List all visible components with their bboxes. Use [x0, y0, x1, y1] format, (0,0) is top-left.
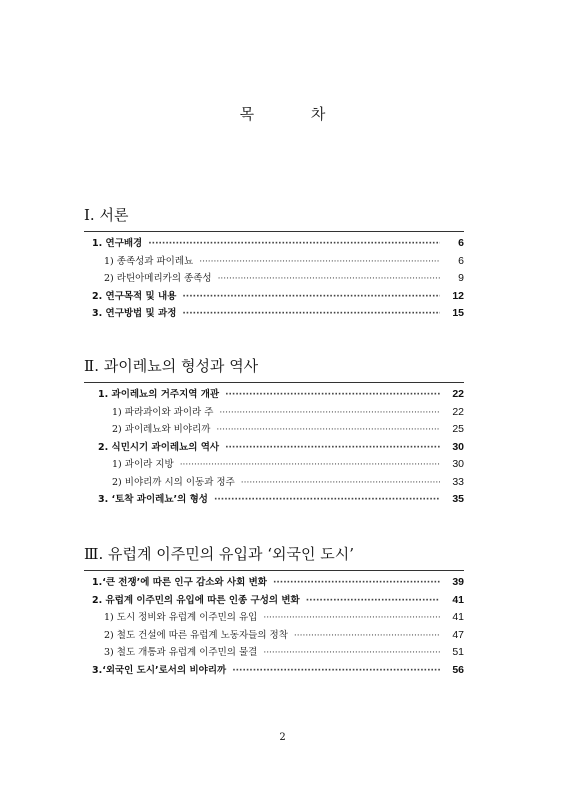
toc-entry-label: 3.‘외국인 도시’로서의 비야리까 [92, 664, 227, 676]
dot-leader [199, 257, 440, 267]
toc-entry-page: 22 [452, 388, 464, 400]
toc-entry-page: 12 [452, 289, 464, 302]
toc-entry-label: 1) 파라과이와 과이라 주 [112, 406, 214, 418]
toc-entry-label: 2. 연구목적 및 내용 [92, 290, 177, 302]
toc-entry-page: 35 [452, 493, 464, 505]
toc-entry-label: 1) 종족성과 파이레뇨 [104, 255, 194, 267]
toc-entry[interactable] [84, 627, 464, 645]
dot-leader [182, 292, 440, 302]
toc-entry-page: 22 [452, 405, 464, 418]
toc-entry[interactable] [84, 574, 464, 592]
toc-entry[interactable] [84, 609, 464, 627]
toc-entry-page: 30 [452, 458, 464, 470]
chapter-heading: Ⅲ. 유럽계 이주민의 유입과 ‘외국인 도시’ [84, 543, 464, 571]
dot-leader [180, 460, 440, 470]
toc-entry-page: 41 [452, 593, 464, 606]
chapter-1 [84, 204, 464, 323]
dot-leader [306, 596, 440, 606]
toc-entry-page: 41 [452, 611, 464, 623]
dot-leader [263, 648, 440, 658]
toc-entry-label: 3. ‘토착 과이레뇨’의 형성 [98, 494, 208, 505]
dot-leader [241, 478, 440, 488]
toc-entry-page: 6 [458, 254, 464, 267]
toc-entry[interactable] [84, 253, 464, 271]
toc-entry[interactable] [84, 386, 464, 404]
toc-entry-page: 9 [458, 272, 464, 284]
toc-entry-label: 2. 유럽계 이주민의 유입에 따른 인종 구성의 변화 [92, 594, 300, 606]
toc-entry-page: 56 [452, 663, 464, 676]
toc-entry[interactable] [84, 592, 464, 610]
toc-entry-label: 1) 도시 정비와 유럽계 이주민의 유입 [104, 612, 258, 623]
toc-entry-label: 3) 철도 개통과 유럽계 이주민의 물결 [104, 647, 258, 658]
toc-entry-page: 15 [452, 307, 464, 319]
toc-entry-label: 2) 비야리까 시의 이동과 정주 [112, 476, 235, 488]
chapter-heading: Ⅰ. 서론 [84, 204, 464, 232]
toc-entry[interactable] [84, 305, 464, 323]
toc-entry-label: 2) 라틴아메리카의 종족성 [104, 273, 212, 284]
toc-entry-page: 30 [452, 440, 464, 453]
toc-entry-label: 3. 연구방법 및 과정 [92, 308, 177, 319]
dot-leader [225, 390, 440, 400]
toc-entry[interactable] [84, 474, 464, 492]
toc-entry-page: 25 [452, 423, 464, 435]
chapter-2 [84, 355, 464, 509]
dot-leader [225, 443, 440, 453]
toc-entry-label: 2) 과이레뇨와 비야리까 [112, 424, 211, 435]
dot-leader [218, 274, 440, 284]
toc-entry[interactable] [84, 404, 464, 422]
toc-entry-label: 2. 식민시기 과이레뇨의 역사 [98, 441, 220, 453]
toc-entry[interactable] [84, 439, 464, 457]
toc-entry-page: 6 [458, 237, 464, 249]
dot-leader [263, 613, 440, 623]
toc-entry-label: 1) 과이라 지방 [112, 459, 174, 470]
toc-entry-label: 1. 과이레뇨의 거주지역 개관 [98, 389, 220, 400]
toc-entry-label: 1.‘큰 전쟁’에 따른 인구 감소와 사회 변화 [92, 577, 267, 588]
dot-leader [294, 631, 440, 641]
toc-entry-page: 47 [452, 628, 464, 641]
dot-leader [232, 666, 440, 676]
toc-entry[interactable] [84, 288, 464, 306]
toc-entry[interactable] [84, 491, 464, 509]
toc-entry-page: 39 [452, 576, 464, 588]
toc-title: 목 차 [239, 105, 352, 123]
chapter-3 [84, 543, 464, 679]
toc-entry[interactable] [84, 421, 464, 439]
toc-entry-label: 1. 연구배경 [92, 238, 143, 249]
toc-entry-page: 51 [452, 646, 464, 658]
toc-entry-label: 2) 철도 건설에 따른 유럽계 노동자들의 정착 [104, 629, 288, 641]
page-number: 2 [279, 732, 286, 743]
toc-entry[interactable] [84, 235, 464, 253]
toc-entry[interactable] [84, 662, 464, 680]
dot-leader [273, 578, 440, 588]
chapter-heading: Ⅱ. 과이레뇨의 형성과 역사 [84, 355, 464, 383]
toc-entry[interactable] [84, 270, 464, 288]
dot-leader [216, 425, 440, 435]
toc-entry[interactable] [84, 456, 464, 474]
dot-leader [182, 309, 440, 319]
dot-leader [219, 408, 440, 418]
dot-leader [214, 495, 440, 505]
toc-entry-page: 33 [452, 475, 464, 488]
toc-entry[interactable] [84, 644, 464, 662]
dot-leader [148, 239, 440, 249]
